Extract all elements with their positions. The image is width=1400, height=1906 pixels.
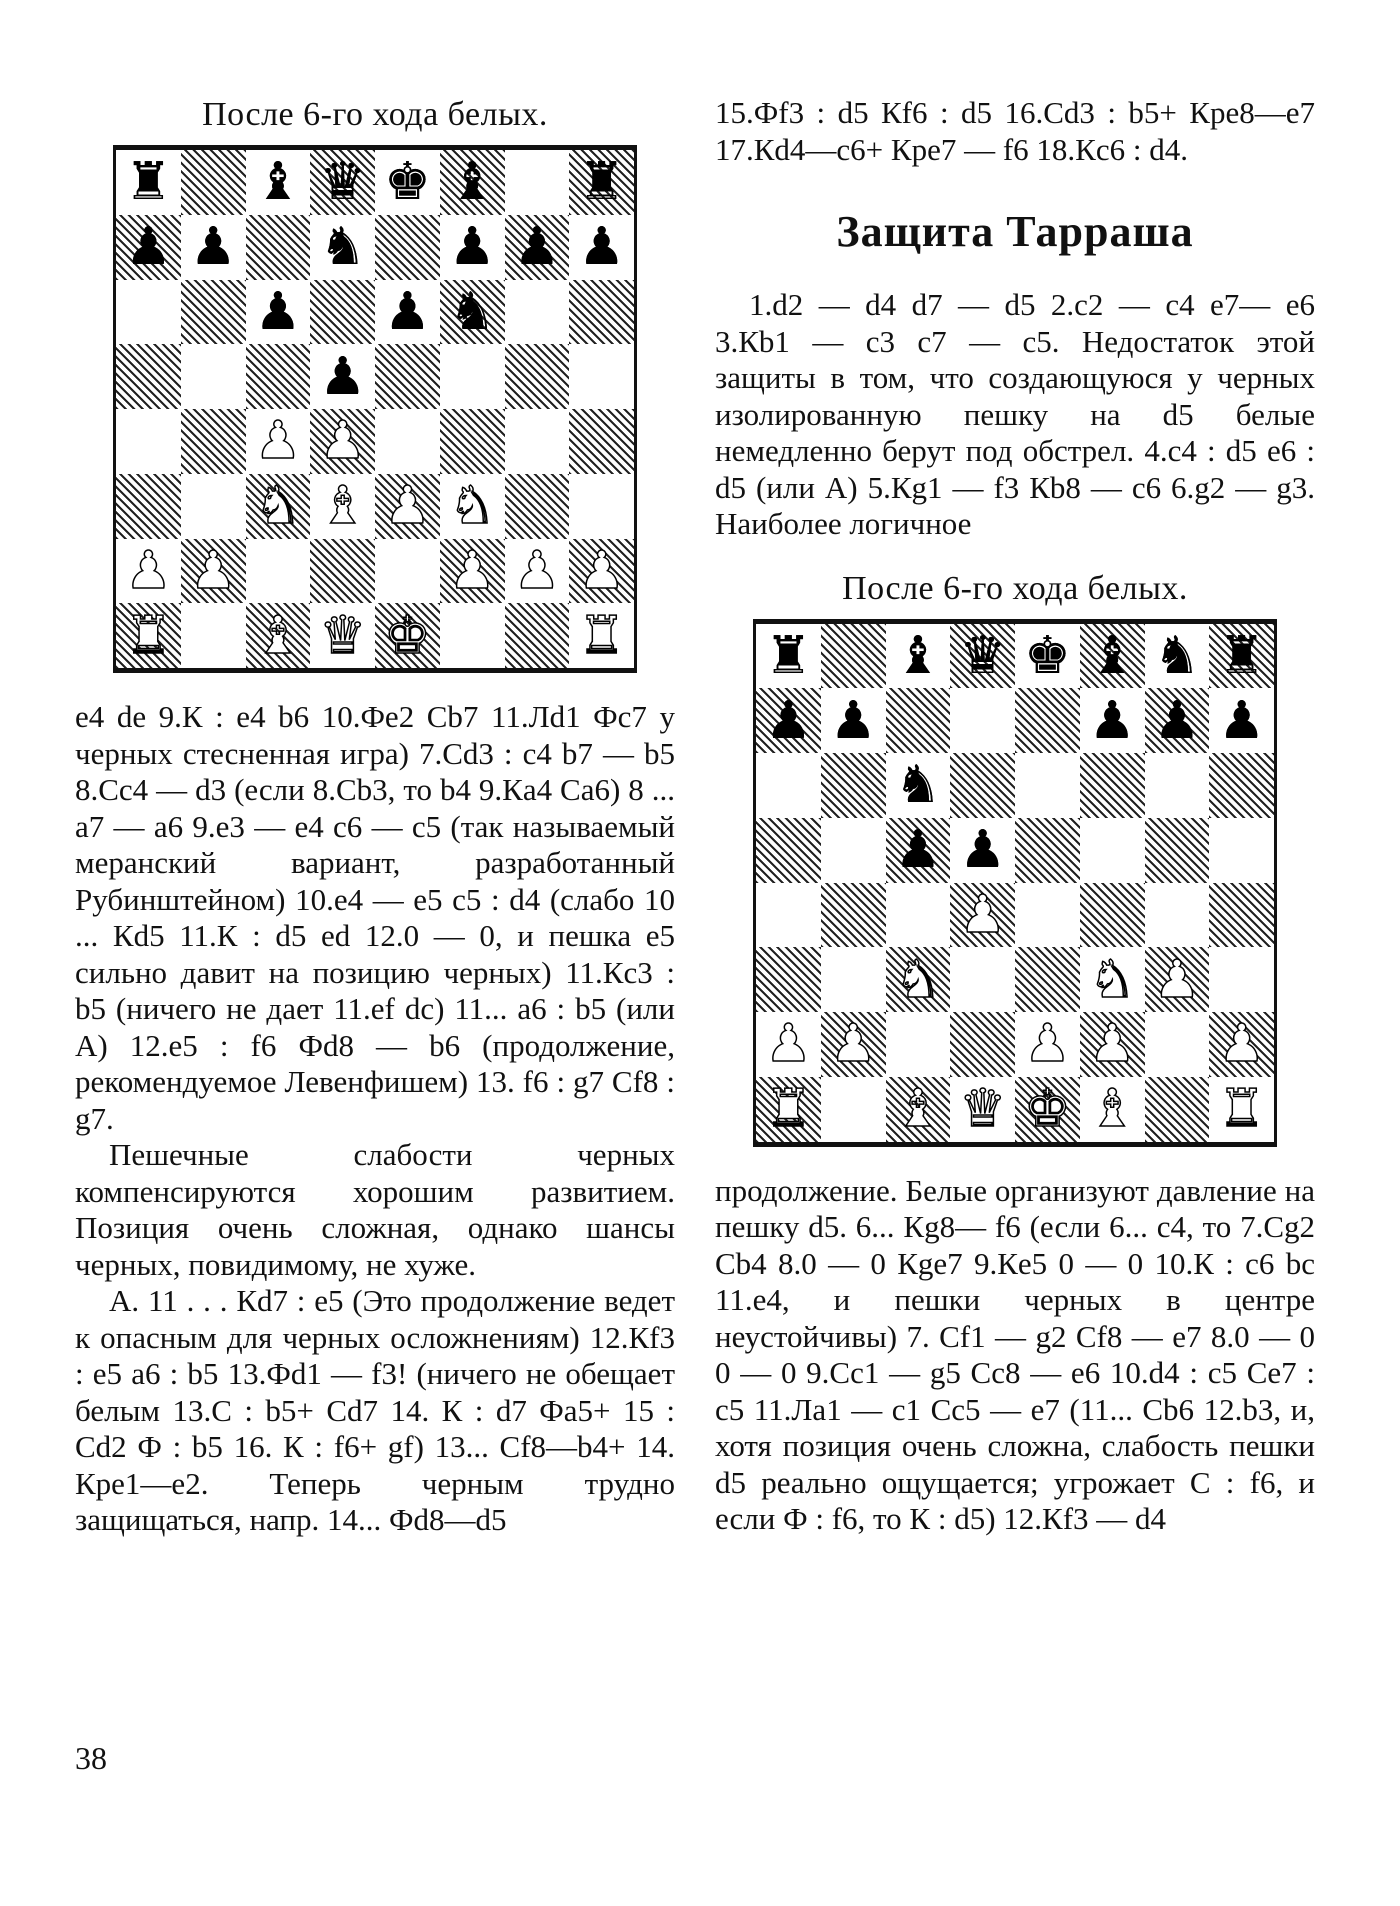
board-square [756, 624, 821, 689]
board-square [886, 624, 951, 689]
board-square [950, 624, 1015, 689]
board-square [310, 150, 375, 215]
board-square [116, 474, 181, 539]
board-square [821, 1012, 886, 1077]
paragraph: e4 de 9.К : e4 b6 10.Фe2 Cb7 11.Лd1 Фc7 у черных стесненная игра) 7.Cd3 : c4 b7 — b5 8.Cc4 — d3 (если 8.Cb3, то b4 9.Кa4 Ca6) 8 ... a7 — a6 9.e3 — e4 c6 — c5 (так называемый меранский вариант, разработанный Рубинштейном) 10.e4 — e5 c5 : d4 (слабо 10 ... Кd5 11.К : d5 ed 12.0 — 0, и пешка e5 сильно давит на позицию черных) 11.Кc3 : b5 (ничего не дает 11.ef dc) 11... a6 : b5 (или А) 12.e5 : f6 Фd8 — b6 (продолжение, рекомендуемое Левенфишем) 13. f6 : g7 Cf8 : g7. [75, 699, 675, 1136]
white-rook-icon: ♜ [578, 605, 625, 666]
chess-board [113, 145, 637, 673]
black-pawn-icon: ♟ [319, 346, 366, 407]
paragraph: продолжение. Белые организуют давление на пешку d5. 6... Кg8— f6 (если 6... c4, то 7.Cg2 Cb4 8.0 — 0 Кge7 9.Кe5 0 — 0 10.К : c6 bc 11.e4, и пешки черных в центре неустойчивы) 7. Cf1 — g2 Cf8 — e7 8.0 — 0 0 — 0 9.Cc1 — g5 Cc8 — e6 10.d4 : c5 Ce7 : c5 11.Лa1 — c1 Cc5 — e7 (11... Cb6 12.b3, и, хотя позиция очень сложна, слабость пешки d5 реально ощущается; угрожает C : f6, и если Ф : f6, то К : d5) 12.Кf3 — d4 [715, 1172, 1315, 1536]
board-square [950, 1077, 1015, 1142]
board-square [181, 539, 246, 604]
black-queen-icon: ♛ [959, 625, 1006, 686]
board-square [1145, 753, 1210, 818]
white-pawn-icon: ♟ [578, 540, 625, 601]
board-square [886, 1077, 951, 1142]
board-square [440, 603, 505, 668]
board-square [505, 474, 570, 539]
board-square [756, 947, 821, 1012]
board-square [440, 150, 505, 215]
board-square [116, 215, 181, 280]
board-square [116, 603, 181, 668]
white-pawn-icon: ♟ [384, 476, 431, 537]
board-square [886, 947, 951, 1012]
board-square [950, 1012, 1015, 1077]
board-square [505, 409, 570, 474]
board-square [569, 603, 634, 668]
white-pawn-icon: ♟ [1153, 949, 1201, 1010]
page-number: 38 [75, 1740, 107, 1776]
board-square [1145, 688, 1210, 753]
right-column [715, 95, 1315, 1538]
board-square [821, 883, 886, 948]
black-knight-icon: ♞ [448, 281, 496, 342]
black-pawn-icon: ♟ [384, 281, 431, 342]
board-square [505, 215, 570, 280]
board-square [1015, 688, 1080, 753]
board-square [246, 409, 311, 474]
diagram-caption: После 6-го хода белых. [202, 96, 548, 133]
board-square [181, 344, 246, 409]
white-king-icon: ♚ [1024, 1079, 1071, 1140]
board-square [1015, 1077, 1080, 1142]
board-square [440, 474, 505, 539]
black-rook-icon: ♜ [125, 152, 172, 213]
board-square [246, 215, 311, 280]
board-square [821, 624, 886, 689]
paragraph: 15.Фf3 : d5 Кf6 : d5 16.Cd3 : b5+ Кpe8—e7 17.Кd4—c6+ Кpe7 — f6 18.Кc6 : d4. [715, 95, 1315, 167]
black-king-icon: ♚ [1024, 625, 1071, 686]
board-square [950, 753, 1015, 818]
board-square [756, 883, 821, 948]
board-square [440, 215, 505, 280]
board-square [1080, 1077, 1145, 1142]
board-square [375, 409, 440, 474]
board-square [1015, 624, 1080, 689]
black-pawn-icon: ♟ [894, 820, 942, 881]
board-square [1015, 947, 1080, 1012]
board-square [569, 539, 634, 604]
white-pawn-icon: ♟ [125, 540, 172, 601]
board-square [950, 688, 1015, 753]
board-square [756, 1012, 821, 1077]
black-pawn-icon: ♟ [254, 281, 302, 342]
board-square [1015, 753, 1080, 818]
board-square [181, 474, 246, 539]
board-square [756, 753, 821, 818]
board-square [116, 150, 181, 215]
black-pawn-icon: ♟ [578, 217, 625, 278]
board-square [569, 215, 634, 280]
board-square [375, 603, 440, 668]
white-pawn-icon: ♟ [189, 540, 237, 601]
body-text [715, 287, 1315, 543]
board-square [1080, 1012, 1145, 1077]
black-bishop-icon: ♝ [894, 625, 942, 686]
black-queen-icon: ♛ [319, 152, 366, 213]
board-square [1080, 883, 1145, 948]
black-pawn-icon: ♟ [829, 690, 877, 751]
white-pawn-icon: ♟ [1218, 1014, 1265, 1075]
board-square [1145, 624, 1210, 689]
left-column [75, 95, 675, 1539]
board-square [505, 539, 570, 604]
board-square [1209, 753, 1274, 818]
board-square [246, 474, 311, 539]
white-knight-icon: ♞ [1088, 949, 1136, 1010]
chess-diagram [105, 145, 645, 673]
board-square [375, 280, 440, 345]
black-bishop-icon: ♝ [254, 152, 302, 213]
board-square [950, 883, 1015, 948]
section-title: Защита Тарраша [836, 207, 1194, 256]
black-pawn-icon: ♟ [1218, 690, 1265, 751]
board-square [246, 344, 311, 409]
board-square [569, 409, 634, 474]
board-square [310, 280, 375, 345]
board-square [440, 409, 505, 474]
white-bishop-icon: ♝ [254, 605, 302, 666]
board-square [1209, 1077, 1274, 1142]
board-square [310, 215, 375, 280]
black-bishop-icon: ♝ [1088, 625, 1136, 686]
black-pawn-icon: ♟ [959, 820, 1006, 881]
black-pawn-icon: ♟ [1088, 690, 1136, 751]
body-text [715, 95, 1315, 168]
white-king-icon: ♚ [384, 605, 431, 666]
board-square [821, 753, 886, 818]
board-square [505, 603, 570, 668]
board-square [821, 818, 886, 883]
white-pawn-icon: ♟ [1088, 1014, 1136, 1075]
chess-board [753, 619, 1277, 1147]
black-pawn-icon: ♟ [1153, 690, 1201, 751]
black-pawn-icon: ♟ [448, 217, 496, 278]
board-square [116, 409, 181, 474]
board-square [310, 409, 375, 474]
board-square [886, 753, 951, 818]
board-square [1015, 1012, 1080, 1077]
board-square [375, 215, 440, 280]
board-square [375, 539, 440, 604]
board-square [1080, 947, 1145, 1012]
board-square [1209, 947, 1274, 1012]
white-pawn-icon: ♟ [1024, 1014, 1071, 1075]
body-text [75, 699, 675, 1539]
white-queen-icon: ♛ [959, 1079, 1006, 1140]
board-square [246, 280, 311, 345]
board-square [440, 539, 505, 604]
white-pawn-icon: ♟ [513, 540, 561, 601]
board-square [569, 344, 634, 409]
white-pawn-icon: ♟ [765, 1014, 812, 1075]
board-square [310, 474, 375, 539]
board-square [1080, 624, 1145, 689]
black-rook-icon: ♜ [1218, 625, 1265, 686]
board-square [505, 280, 570, 345]
white-knight-icon: ♞ [894, 949, 942, 1010]
board-square [950, 818, 1015, 883]
white-pawn-icon: ♟ [254, 411, 302, 472]
black-pawn-icon: ♟ [513, 217, 561, 278]
board-square [950, 947, 1015, 1012]
board-square [569, 474, 634, 539]
board-square [181, 409, 246, 474]
board-square [440, 344, 505, 409]
black-knight-icon: ♞ [894, 755, 942, 816]
black-knight-icon: ♞ [319, 217, 366, 278]
board-square [116, 280, 181, 345]
board-square [886, 818, 951, 883]
board-square [1080, 753, 1145, 818]
board-square [116, 539, 181, 604]
board-square [1080, 818, 1145, 883]
board-square [310, 603, 375, 668]
board-square [1209, 818, 1274, 883]
black-rook-icon: ♜ [578, 152, 625, 213]
black-king-icon: ♚ [384, 152, 431, 213]
board-square [1209, 624, 1274, 689]
diagram-caption: После 6-го хода белых. [842, 569, 1188, 607]
board-square [1209, 688, 1274, 753]
board-square [246, 539, 311, 604]
black-pawn-icon: ♟ [189, 217, 237, 278]
board-square [886, 883, 951, 948]
white-pawn-icon: ♟ [959, 884, 1006, 945]
chess-diagram [745, 619, 1285, 1147]
board-square [505, 344, 570, 409]
board-square [569, 150, 634, 215]
board-square [1145, 1077, 1210, 1142]
board-square [569, 280, 634, 345]
board-square [181, 150, 246, 215]
board-square [310, 539, 375, 604]
white-bishop-icon: ♝ [1088, 1079, 1136, 1140]
board-square [821, 688, 886, 753]
white-queen-icon: ♛ [319, 605, 366, 666]
black-bishop-icon: ♝ [448, 152, 496, 213]
board-square [181, 603, 246, 668]
paragraph: 1.d2 — d4 d7 — d5 2.c2 — c4 e7— e6 3.Кb1 — c3 c7 — c5. Недостаток этой защиты в том, что создающуюся у черных изолированную пешку на d5 белые немедленно берут под обстрел. 4.c4 : d5 e6 : d5 (или А) 5.Кg1 — f3 Кb8 — c6 6.g2 — g3. Наиболее логичное [715, 287, 1315, 541]
black-knight-icon: ♞ [1153, 625, 1201, 686]
board-square [1080, 688, 1145, 753]
board-square [1209, 883, 1274, 948]
board-square [310, 344, 375, 409]
white-knight-icon: ♞ [448, 476, 496, 537]
black-rook-icon: ♜ [765, 625, 812, 686]
black-pawn-icon: ♟ [765, 690, 812, 751]
white-pawn-icon: ♟ [448, 540, 496, 601]
body-text [715, 1173, 1315, 1538]
board-square [1015, 883, 1080, 948]
white-bishop-icon: ♝ [319, 476, 366, 537]
white-rook-icon: ♜ [765, 1079, 812, 1140]
white-knight-icon: ♞ [254, 476, 302, 537]
board-square [1145, 883, 1210, 948]
board-square [1145, 1012, 1210, 1077]
board-square [116, 344, 181, 409]
board-square [246, 150, 311, 215]
board-square [375, 150, 440, 215]
board-square [756, 818, 821, 883]
board-square [440, 280, 505, 345]
board-square [886, 688, 951, 753]
paragraph: Пешечные слабости черных компенсируются хорошим развитием. Позиция очень сложная, однако шансы черных, повидимому, не хуже. [75, 1137, 675, 1282]
black-pawn-icon: ♟ [125, 217, 172, 278]
board-square [1145, 947, 1210, 1012]
white-rook-icon: ♜ [1218, 1079, 1265, 1140]
white-pawn-icon: ♟ [319, 411, 366, 472]
white-rook-icon: ♜ [125, 605, 172, 666]
board-square [181, 280, 246, 345]
board-square [181, 215, 246, 280]
board-square [886, 1012, 951, 1077]
board-square [756, 688, 821, 753]
board-square [1209, 1012, 1274, 1077]
paragraph: А. 11 . . . Кd7 : e5 (Это продолжение ведет к опасным для черных осложнениям) 12.Кf3 : e5 a6 : b5 13.Фd1 — f3! (ничего не обещает белым 13.C : b5+ Cd7 14. К : d7 Фa5+ 15 : Cd2 Ф : b5 16. К : f6+ gf) 13... Cf8—b4+ 14. Кpe1—e2. Теперь черным трудно защищаться, напр. 14... Фd8—d5 [75, 1283, 675, 1537]
board-square [505, 150, 570, 215]
board-square [246, 603, 311, 668]
white-bishop-icon: ♝ [894, 1079, 942, 1140]
board-square [756, 1077, 821, 1142]
board-square [821, 947, 886, 1012]
board-square [375, 344, 440, 409]
board-square [1145, 818, 1210, 883]
white-pawn-icon: ♟ [829, 1014, 877, 1075]
board-square [375, 474, 440, 539]
board-square [1015, 818, 1080, 883]
board-square [821, 1077, 886, 1142]
